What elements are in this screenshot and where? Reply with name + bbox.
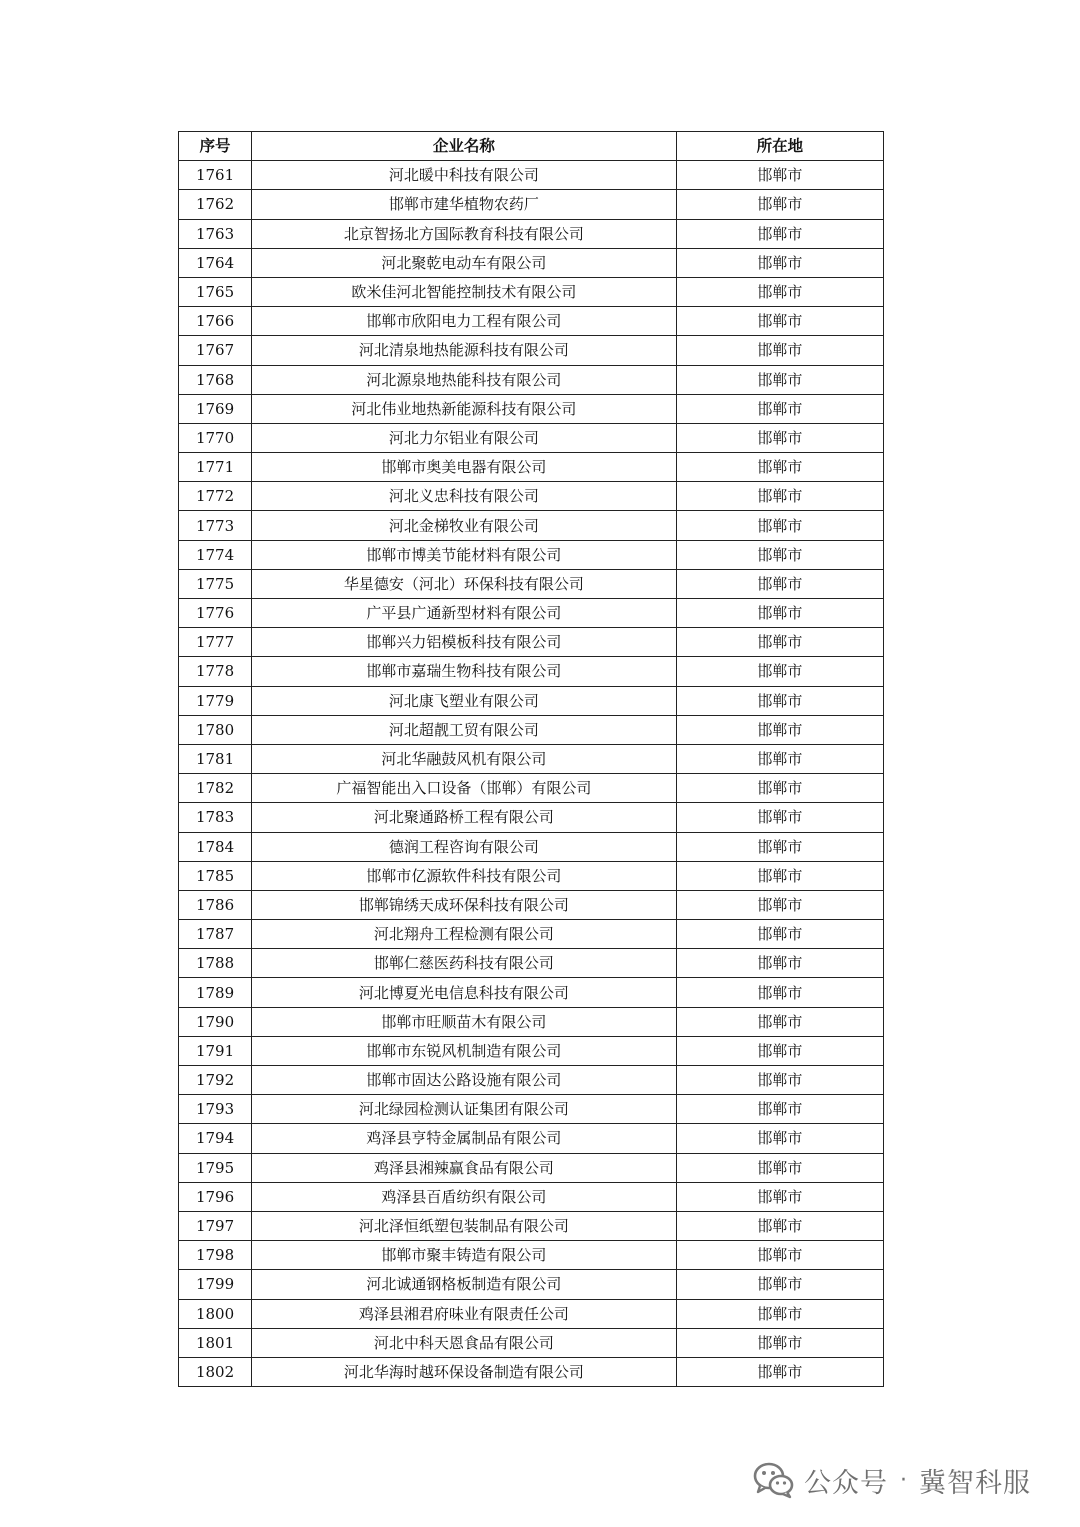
company-location: 邯郸市 bbox=[676, 599, 883, 628]
row-number: 1761 bbox=[179, 161, 252, 190]
company-name: 邯郸市奥美电器有限公司 bbox=[252, 453, 677, 482]
table-row bbox=[179, 1357, 884, 1386]
company-name: 邯郸市聚丰铸造有限公司 bbox=[252, 1241, 677, 1270]
company-name: 邯郸市欣阳电力工程有限公司 bbox=[252, 307, 677, 336]
company-location: 邯郸市 bbox=[676, 569, 883, 598]
company-location: 邯郸市 bbox=[676, 1095, 883, 1124]
table-row bbox=[179, 1182, 884, 1211]
table-row bbox=[179, 1211, 884, 1240]
row-number: 1783 bbox=[179, 803, 252, 832]
table-row bbox=[179, 890, 884, 919]
company-location: 邯郸市 bbox=[676, 978, 883, 1007]
company-location: 邯郸市 bbox=[676, 1153, 883, 1182]
row-number: 1802 bbox=[179, 1357, 252, 1386]
company-location: 邯郸市 bbox=[676, 920, 883, 949]
company-name: 河北绿园检测认证集团有限公司 bbox=[252, 1095, 677, 1124]
row-number: 1790 bbox=[179, 1007, 252, 1036]
company-location: 邯郸市 bbox=[676, 686, 883, 715]
table-row bbox=[179, 161, 884, 190]
wechat-icon bbox=[752, 1460, 796, 1500]
table-row bbox=[179, 569, 884, 598]
company-name: 河北中科天恩食品有限公司 bbox=[252, 1328, 677, 1357]
header-location: 所在地 bbox=[676, 132, 883, 161]
company-name: 邯郸兴力铝模板科技有限公司 bbox=[252, 628, 677, 657]
table-row bbox=[179, 248, 884, 277]
table-row bbox=[179, 423, 884, 452]
row-number: 1772 bbox=[179, 482, 252, 511]
table-row bbox=[179, 453, 884, 482]
table-row bbox=[179, 540, 884, 569]
company-name: 邯郸市固达公路设施有限公司 bbox=[252, 1066, 677, 1095]
row-number: 1801 bbox=[179, 1328, 252, 1357]
table-row bbox=[179, 715, 884, 744]
company-location: 邯郸市 bbox=[676, 394, 883, 423]
company-name: 河北聚乾电动车有限公司 bbox=[252, 248, 677, 277]
table-row bbox=[179, 394, 884, 423]
table-row bbox=[179, 1270, 884, 1299]
company-location: 邯郸市 bbox=[676, 1357, 883, 1386]
table-row bbox=[179, 1124, 884, 1153]
table-row bbox=[179, 599, 884, 628]
company-name: 河北康飞塑业有限公司 bbox=[252, 686, 677, 715]
watermark-account: 冀智科服 bbox=[919, 1467, 1031, 1499]
company-location: 邯郸市 bbox=[676, 890, 883, 919]
row-number: 1768 bbox=[179, 365, 252, 394]
row-number: 1800 bbox=[179, 1299, 252, 1328]
row-number: 1785 bbox=[179, 861, 252, 890]
table-row bbox=[179, 1153, 884, 1182]
company-name: 河北清泉地热能源科技有限公司 bbox=[252, 336, 677, 365]
company-location: 邯郸市 bbox=[676, 1036, 883, 1065]
company-location: 邯郸市 bbox=[676, 540, 883, 569]
company-location: 邯郸市 bbox=[676, 482, 883, 511]
table-row bbox=[179, 1328, 884, 1357]
table-row bbox=[179, 482, 884, 511]
company-name: 河北金梯牧业有限公司 bbox=[252, 511, 677, 540]
row-number: 1764 bbox=[179, 248, 252, 277]
company-name: 河北义忠科技有限公司 bbox=[252, 482, 677, 511]
company-location: 邯郸市 bbox=[676, 1007, 883, 1036]
row-number: 1796 bbox=[179, 1182, 252, 1211]
company-name: 邯郸市东锐风机制造有限公司 bbox=[252, 1036, 677, 1065]
company-location: 邯郸市 bbox=[676, 336, 883, 365]
company-location: 邯郸市 bbox=[676, 1270, 883, 1299]
company-name: 河北力尔铝业有限公司 bbox=[252, 423, 677, 452]
company-location: 邯郸市 bbox=[676, 861, 883, 890]
row-number: 1784 bbox=[179, 832, 252, 861]
company-location: 邯郸市 bbox=[676, 1328, 883, 1357]
table-row bbox=[179, 511, 884, 540]
company-location: 邯郸市 bbox=[676, 1211, 883, 1240]
company-name: 河北超靓工贸有限公司 bbox=[252, 715, 677, 744]
table-row bbox=[179, 365, 884, 394]
company-name: 邯郸仁慈医药科技有限公司 bbox=[252, 949, 677, 978]
company-location: 邯郸市 bbox=[676, 1241, 883, 1270]
company-name: 邯郸锦绣天成环保科技有限公司 bbox=[252, 890, 677, 919]
row-number: 1775 bbox=[179, 569, 252, 598]
table-row bbox=[179, 803, 884, 832]
company-location: 邯郸市 bbox=[676, 628, 883, 657]
company-name: 河北博夏光电信息科技有限公司 bbox=[252, 978, 677, 1007]
company-name: 河北源泉地热能科技有限公司 bbox=[252, 365, 677, 394]
row-number: 1789 bbox=[179, 978, 252, 1007]
row-number: 1793 bbox=[179, 1095, 252, 1124]
row-number: 1767 bbox=[179, 336, 252, 365]
company-name: 河北诚通钢格板制造有限公司 bbox=[252, 1270, 677, 1299]
table-row bbox=[179, 1095, 884, 1124]
company-location: 邯郸市 bbox=[676, 219, 883, 248]
table-row bbox=[179, 861, 884, 890]
table-row bbox=[179, 744, 884, 773]
company-name: 河北翔舟工程检测有限公司 bbox=[252, 920, 677, 949]
row-number: 1779 bbox=[179, 686, 252, 715]
table-row bbox=[179, 1299, 884, 1328]
table-row bbox=[179, 336, 884, 365]
row-number: 1777 bbox=[179, 628, 252, 657]
company-location: 邯郸市 bbox=[676, 277, 883, 306]
table-row bbox=[179, 686, 884, 715]
company-location: 邯郸市 bbox=[676, 423, 883, 452]
table-row bbox=[179, 657, 884, 686]
row-number: 1798 bbox=[179, 1241, 252, 1270]
row-number: 1778 bbox=[179, 657, 252, 686]
company-name: 广福智能出入口设备（邯郸）有限公司 bbox=[252, 774, 677, 803]
table-row bbox=[179, 832, 884, 861]
company-location: 邯郸市 bbox=[676, 803, 883, 832]
table-row bbox=[179, 307, 884, 336]
company-name: 河北暖中科技有限公司 bbox=[252, 161, 677, 190]
company-name: 德润工程咨询有限公司 bbox=[252, 832, 677, 861]
table-row bbox=[179, 920, 884, 949]
company-location: 邯郸市 bbox=[676, 190, 883, 219]
company-location: 邯郸市 bbox=[676, 949, 883, 978]
row-number: 1781 bbox=[179, 744, 252, 773]
row-number: 1786 bbox=[179, 890, 252, 919]
company-name: 邯郸市嘉瑞生物科技有限公司 bbox=[252, 657, 677, 686]
company-location: 邯郸市 bbox=[676, 453, 883, 482]
watermark-separator: · bbox=[900, 1467, 907, 1493]
table-row bbox=[179, 219, 884, 248]
company-name: 邯郸市博美节能材料有限公司 bbox=[252, 540, 677, 569]
company-location: 邯郸市 bbox=[676, 1182, 883, 1211]
company-name: 邯郸市旺顺苗木有限公司 bbox=[252, 1007, 677, 1036]
row-number: 1763 bbox=[179, 219, 252, 248]
row-number: 1766 bbox=[179, 307, 252, 336]
company-name: 河北聚通路桥工程有限公司 bbox=[252, 803, 677, 832]
company-location: 邯郸市 bbox=[676, 832, 883, 861]
row-number: 1762 bbox=[179, 190, 252, 219]
row-number: 1765 bbox=[179, 277, 252, 306]
wechat-watermark bbox=[752, 1458, 1031, 1502]
row-number: 1782 bbox=[179, 774, 252, 803]
table-row bbox=[179, 978, 884, 1007]
company-name: 河北泽恒纸塑包装制品有限公司 bbox=[252, 1211, 677, 1240]
table-row bbox=[179, 949, 884, 978]
company-location: 邯郸市 bbox=[676, 774, 883, 803]
row-number: 1771 bbox=[179, 453, 252, 482]
row-number: 1776 bbox=[179, 599, 252, 628]
company-name: 河北华海时越环保设备制造有限公司 bbox=[252, 1357, 677, 1386]
company-name: 鸡泽县亨特金属制品有限公司 bbox=[252, 1124, 677, 1153]
watermark-label: 公众号 bbox=[804, 1467, 888, 1499]
row-number: 1792 bbox=[179, 1066, 252, 1095]
row-number: 1788 bbox=[179, 949, 252, 978]
row-number: 1774 bbox=[179, 540, 252, 569]
company-location: 邯郸市 bbox=[676, 1066, 883, 1095]
company-name: 鸡泽县百盾纺织有限公司 bbox=[252, 1182, 677, 1211]
row-number: 1797 bbox=[179, 1211, 252, 1240]
company-location: 邯郸市 bbox=[676, 1124, 883, 1153]
table-row bbox=[179, 1007, 884, 1036]
table-row bbox=[179, 190, 884, 219]
company-name: 欧米佳河北智能控制技术有限公司 bbox=[252, 277, 677, 306]
table-row bbox=[179, 628, 884, 657]
company-name: 河北华融鼓风机有限公司 bbox=[252, 744, 677, 773]
table-row bbox=[179, 1241, 884, 1270]
row-number: 1780 bbox=[179, 715, 252, 744]
enterprise-table bbox=[178, 131, 884, 1387]
company-location: 邯郸市 bbox=[676, 744, 883, 773]
table-row bbox=[179, 774, 884, 803]
table-row bbox=[179, 1036, 884, 1065]
company-location: 邯郸市 bbox=[676, 511, 883, 540]
row-number: 1787 bbox=[179, 920, 252, 949]
company-location: 邯郸市 bbox=[676, 715, 883, 744]
company-name: 北京智扬北方国际教育科技有限公司 bbox=[252, 219, 677, 248]
table-row bbox=[179, 277, 884, 306]
company-name: 鸡泽县湘辣赢食品有限公司 bbox=[252, 1153, 677, 1182]
row-number: 1795 bbox=[179, 1153, 252, 1182]
table-row bbox=[179, 1066, 884, 1095]
company-location: 邯郸市 bbox=[676, 307, 883, 336]
company-name: 邯郸市亿源软件科技有限公司 bbox=[252, 861, 677, 890]
table-body bbox=[179, 161, 884, 1387]
row-number: 1794 bbox=[179, 1124, 252, 1153]
company-name: 广平县广通新型材料有限公司 bbox=[252, 599, 677, 628]
header-name: 企业名称 bbox=[252, 132, 677, 161]
row-number: 1769 bbox=[179, 394, 252, 423]
row-number: 1799 bbox=[179, 1270, 252, 1299]
row-number: 1770 bbox=[179, 423, 252, 452]
company-location: 邯郸市 bbox=[676, 657, 883, 686]
company-name: 河北伟业地热新能源科技有限公司 bbox=[252, 394, 677, 423]
company-location: 邯郸市 bbox=[676, 161, 883, 190]
header-number: 序号 bbox=[179, 132, 252, 161]
row-number: 1791 bbox=[179, 1036, 252, 1065]
table-header-row bbox=[179, 132, 884, 161]
company-name: 鸡泽县湘君府味业有限责任公司 bbox=[252, 1299, 677, 1328]
company-name: 邯郸市建华植物农药厂 bbox=[252, 190, 677, 219]
company-name: 华星德安（河北）环保科技有限公司 bbox=[252, 569, 677, 598]
company-location: 邯郸市 bbox=[676, 1299, 883, 1328]
company-location: 邯郸市 bbox=[676, 365, 883, 394]
row-number: 1773 bbox=[179, 511, 252, 540]
company-location: 邯郸市 bbox=[676, 248, 883, 277]
